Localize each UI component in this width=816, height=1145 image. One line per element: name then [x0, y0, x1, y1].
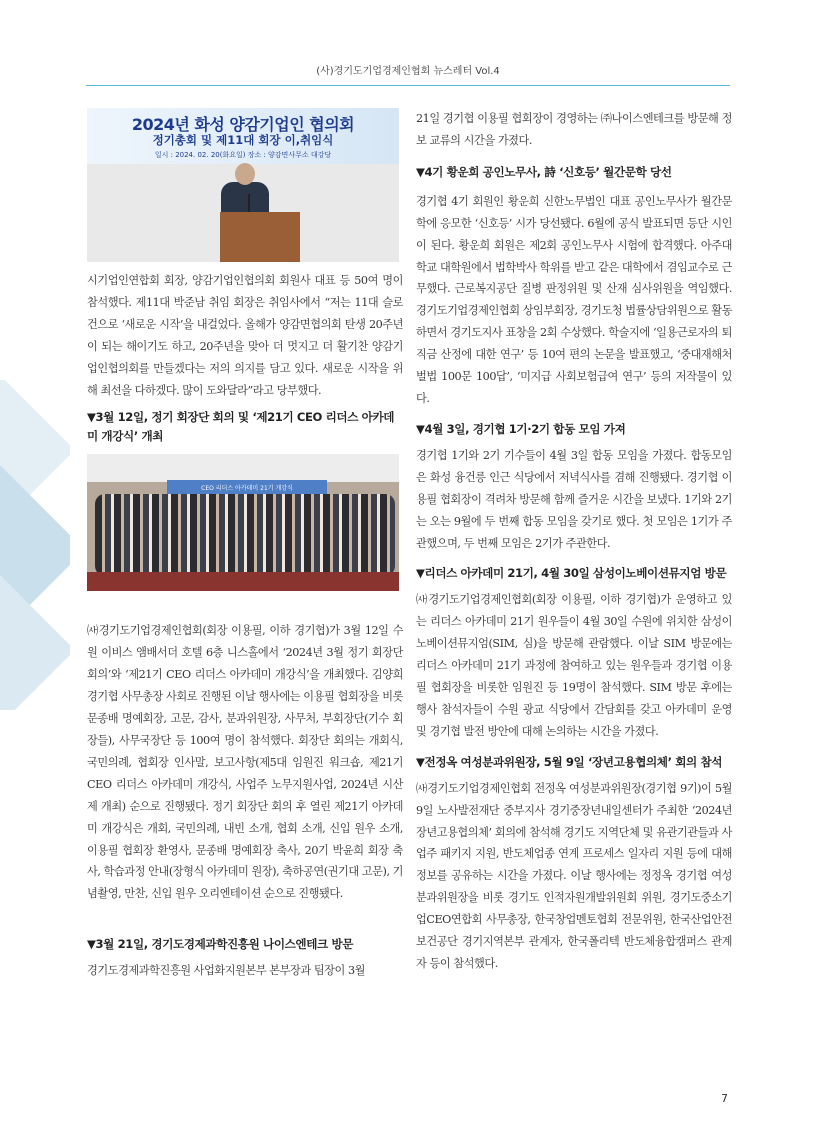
photo-ceremony [87, 108, 399, 262]
attendees-group [95, 494, 395, 576]
article-heading: ▼리더스 아카데미 21기, 4월 30일 삼성이노베이션뮤지엄 방문 [416, 566, 727, 581]
article-paragraph: 경기협 1기와 2기 기수들이 4월 3일 합동 모임을 가졌다. 합동모임은 화성 융건릉 인근 식당에서 저녁식사를 겸해 진행됐다. 경기협 이용필 협회장이 격려차 방문해 함께 즐거운 시간을 보냈다. 1기와 2기는 오는 9월에 두 번째 합동 모임을 갖기로 했다. 첫 모임은 1기가 주관했으며, 두 번째 모임은 2기가 주관한다. [416, 448, 732, 550]
header-divider [86, 85, 730, 86]
right-column [416, 108, 732, 975]
carpet [87, 572, 399, 591]
article-paragraph: ㈔경기도기업경제인협회(회장 이용필, 이하 경기협)가 운영하고 있는 리더스 아카데미 21기 원우들이 4월 30일 수원에 위치한 삼성이노베이션뮤지엄(SIM, 심)을 방문해 관람했다. 이날 SIM 방문에는 리더스 아카데미 21기 과정에 참여하고 있는 원우들과 경기협 이용필 협회장을 비롯한 임원진 등 19명이 참석했다. SIM 방문 후에는 행사 참석자들이 수원 광교 식당에서 간담회를 갖고 아카데미 운영 및 경기협 발전 방안에 대해 논의하는 시간을 가졌다. [416, 593, 732, 738]
article-paragraph: 경기협 4기 회원인 황운희 신한노무법인 대표 공인노무사가 월간문학에 응모한 ‘신호등’ 시가 당선됐다. 6월에 공식 발표되면 등단 시인이 된다. 황운희 회원은 제2회 공인노무사 시험에 합격했다. 아주대학교 대학원에서 법학박사 학위를 받고 같은 대학에서 겸임교수로 근무했다. 근로복지공단 질병 판정위원 및 산재 심사위원을 역임했다. 경기도기업경제인협회 상임부회장, 경기도청 법률상담위원으로 활동하면서 경기도지사 표창을 2회 수상했다. 학술지에 ‘일용근로자의 퇴직금 산정에 대한 연구’ 등 10여 편의 논문을 발표했고, ‘중대재해처벌법 100문 100답’, ‘미지급 사회보험급여 연구’ 등의 저작물이 있다. [416, 194, 732, 405]
article-paragraph: ㈔경기도기업경제인협회 전정옥 여성분과위원장(경기협 9기)이 5월 9일 노사발전재단 중부지사 경기중장년내일센터가 주최한 ‘2024년 장년고용협의체’ 회의에 참석해 경기도 지역단체 및 유관기관들과 사업주 패키지 지원, 반도체업종 연계 프로세스 일자리 지원 등에 대해 정보를 공유하는 시간을 가졌다. 이날 행사에는 정정옥 경기협 여성분과위원장을 비롯 경기도 인적자원개발위원회 위원, 경기도중소기업CEO연합회 사무총장, 한국창업멘토협회 전문위원, 한국산업안전보건공단 경기지역본부 관계자, 한국폴리텍 반도체융합캠퍼스 관계자 등이 참석했다. [416, 781, 732, 970]
article-paragraph: 21일 경기협 이용필 협회장이 경영하는 ㈜나이스엔테크를 방문해 정보 교류의 시간을 가졌다. [416, 112, 732, 147]
article-paragraph: 경기도경제과학진흥원 사업화지원본부 본부장과 팀장이 3월 [87, 964, 366, 978]
hall-ceiling [87, 454, 399, 482]
article-paragraph: ㈔경기도기업경제인협회(회장 이용필, 이하 경기협)가 3월 12일 수원 이비스 앰배서더 호텔 6층 니스홀에서 ‘2024년 3월 정기 회장단 회의’와 ‘제21기 CEO 리더스 아카데미 개강식’을 개최했다. 김양희 경기협 사무총장 사회로 진행된 이날 행사에는 이용필 협회장을 비롯 문종배 명예회장, 고문, 감사, 분과위원장, 사무처, 부회장단(기수 회장들), 사무국장단 등 100여 명이 참석했다. 회장단 회의는 개회식, 국민의례, 협회장 인사말, 보고사항(제5대 임원진 워크숍, 제21기 CEO 리더스 아카데미 개강식, 사업주 노무지원사업, 2024년 시산제 개최) 순으로 진행됐다. 정기 회장단 회의 후 열린 제21기 아카데미 개강식은 개회, 국민의례, 내빈 소개, 협회 소개, 신입 원우 소개, 이용필 협회장 환영사, 문종배 명예회장 축사, 20기 박윤희 회장 축사, 학습과정 안내(장형식 아카데미 원장), 축하공연(권기대 고문), 기념촬영, 만찬, 신입 원우 오리엔테이션 순으로 진행됐다. [87, 624, 404, 901]
article-paragraph: 시기업인연합회 회장, 양감기업인협의회 회원사 대표 등 50여 명이 참석했다. 제11대 박준남 취임 회장은 취임사에서 “저는 11대 슬로건으로 ‘새로운 시작’을 내걸었다. 올해가 양감면협의회 탄생 20주년이 되는 해이기도 하고, 20주년을 맞아 더 멋지고 더 활기찬 양감기업인협의회를 만들겠다는 저의 의지를 담고 있다. 새로운 시작을 위해 최선을 다하겠다. 많이 도와달라”라고 당부했다. [87, 274, 403, 397]
left-column [87, 108, 403, 982]
article-heading: ▼3월 21일, 경기도경제과학진흥원 나이스엔테크 방문 [87, 937, 354, 952]
event-banner [87, 108, 399, 164]
decorative-diamonds [0, 380, 70, 710]
podium [220, 212, 300, 262]
banner-date: 일시 : 2024. 02. 20(화요일) 장소 : 양감면사무소 대강당 [154, 151, 332, 159]
page-number: 7 [721, 1092, 728, 1105]
banner-subtitle: 정기총회 및 제11대 회장 이,취임식 [152, 133, 334, 147]
academy-banner-text: CEO 리더스 아카데미 21기 개강식 [201, 485, 293, 493]
article-heading: ▼3월 12일, 정기 회장단 회의 및 ‘제21기 CEO 리더스 아카데미 개강식’ 개최 [87, 410, 395, 444]
banner-title: 2024년 화성 양감기업인 협의회 [131, 115, 355, 134]
article-heading: ▼4기 황운희 공인노무사, 詩 ‘신호등’ 월간문학 당선 [416, 164, 672, 179]
speaker-head [235, 163, 255, 185]
newsletter-header: (사)경기도기업경제인협회 뉴스레터 Vol.4 [316, 66, 500, 77]
photo-group [87, 454, 399, 591]
microphone [248, 194, 250, 214]
article-heading: ▼4월 3일, 경기협 1기·2기 합동 모임 가져 [416, 421, 626, 436]
article-heading: ▼전정옥 여성분과위원장, 5월 9일 ‘장년고용협의체’ 회의 참석 [416, 754, 723, 769]
